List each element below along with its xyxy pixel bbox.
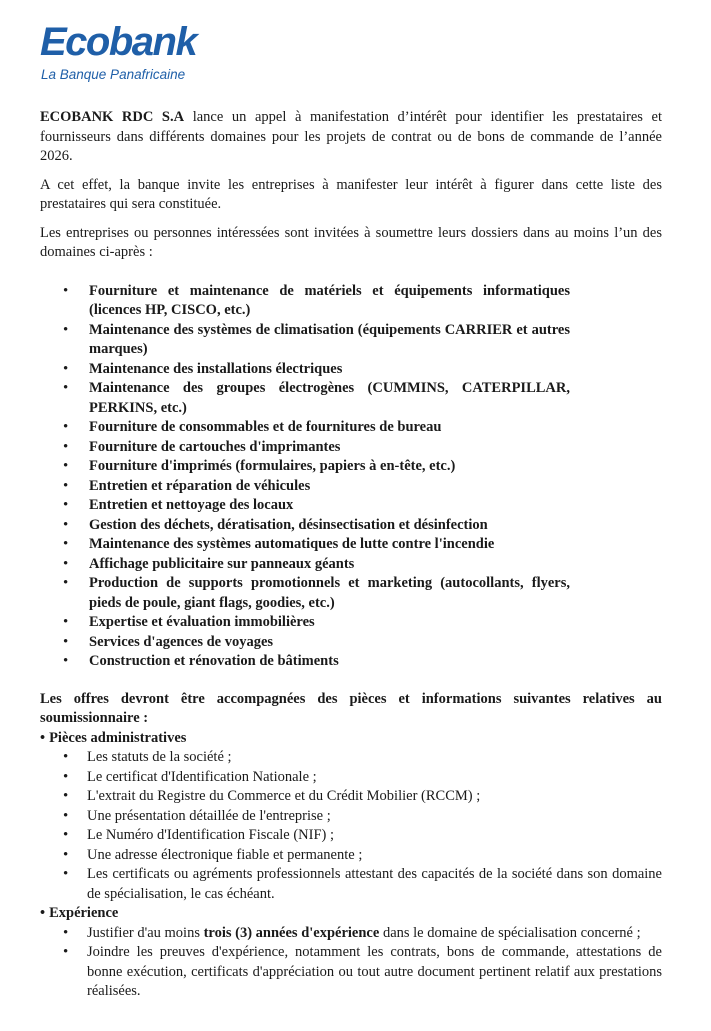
admin-document-item: • Une adresse électronique fiable et permanente ; [40,846,662,866]
invitation-paragraph: A cet effet, la banque invite les entreprises à manifester leur intérêt à figurer dans cette liste des prestataires qui sera constituée. [40,176,662,212]
admin-document-item: • L'extrait du Registre du Commerce et du Crédit Mobilier (RCCM) ; [40,787,662,807]
experience-section-heading [40,904,662,924]
admin-documents-list [40,748,662,904]
experience-list [40,924,662,1002]
domain-item: • Entretien et réparation de véhicules [40,477,570,497]
intro-text: lance un appel à manifestation d’intérêt pour identifier les prestataires et fournisseurs dans différents domaines pour les projets de contrat ou de bons de commande de l’année 2026. [40,109,662,164]
domains-list [40,282,570,672]
admin-document-item: • Une présentation détaillée de l'entreprise ; [40,807,662,827]
admin-document-item: • Le Numéro d'Identification Fiscale (NIF) ; [40,826,662,846]
section-bullet: • [40,905,46,921]
document-body [40,108,662,1002]
domain-item: • Affichage publicitaire sur panneaux géants [40,555,570,575]
domain-item: • Maintenance des systèmes automatiques de lutte contre l'incendie [40,535,570,555]
domain-item: • Expertise et évaluation immobilières [40,613,570,633]
admin-section-heading [40,729,662,749]
domains-intro-paragraph: Les entreprises ou personnes intéressées sont invitées à soumettre leurs dossiers dans au moins l’un des domaines ci-après : [40,224,662,260]
domain-item: • Fourniture et maintenance de matériels et équipements informatiques (licences HP, CISCO, etc.) [40,282,570,321]
logo-wordmark: Ecobank [40,20,197,64]
domain-item: • Entretien et nettoyage des locaux [40,496,570,516]
domain-item: • Construction et rénovation de bâtiments [40,652,570,672]
requirements-intro: Les offres devront être accompagnées des pièces et informations suivantes relatives au soumissionnaire : [40,690,662,726]
experience-item [40,924,662,944]
admin-document-item: • Le certificat d'Identification Nationale ; [40,768,662,788]
experience-item-text: Justifier d'au moins [87,924,204,941]
domain-item: • Maintenance des installations électriques [40,360,570,380]
domain-item: • Gestion des déchets, dératisation, désinsectisation et désinfection [40,516,570,536]
domain-item: • Services d'agences de voyages [40,633,570,653]
admin-document-item: • Les statuts de la société ; [40,748,662,768]
ecobank-logo [40,20,197,86]
domain-item: • Fourniture d'imprimés (formulaires, papiers à en-tête, etc.) [40,457,570,477]
domain-item: • Fourniture de consommables et de fournitures de bureau [40,418,570,438]
logo-tagline: La Banque Panafricaine [41,67,186,82]
admin-heading-text: Pièces administratives [49,729,187,746]
admin-document-item: • Les certificats ou agréments professionnels attestant des capacités de la société dans son domaine de spécialisation, le cas échéant. [40,865,662,904]
experience-heading-text: Expérience [49,905,119,921]
intro-paragraph [40,108,662,167]
company-name: ECOBANK RDC S.A [40,109,185,125]
domain-item: • Production de supports promotionnels et marketing (autocollants, flyers, pieds de poule, giant flags, goodies, etc.) [40,574,570,613]
domain-item: • Fourniture de cartouches d'imprimantes [40,438,570,458]
domain-item: • Maintenance des systèmes de climatisation (équipements CARRIER et autres marques) [40,321,570,360]
section-bullet: • [40,729,46,746]
experience-item-text: dans le domaine de spécialisation concerné ; [379,924,641,941]
domain-item: • Maintenance des groupes électrogènes (CUMMINS, CATERPILLAR, PERKINS, etc.) [40,379,570,418]
experience-item: • Joindre les preuves d'expérience, notamment les contrats, bons de commande, attestations de bonne exécution, certificats d'appréciation ou tout autre document pertinent relatif aux prestations réalisées. [40,943,662,1002]
experience-duration: trois (3) années d'expérience [203,924,380,941]
